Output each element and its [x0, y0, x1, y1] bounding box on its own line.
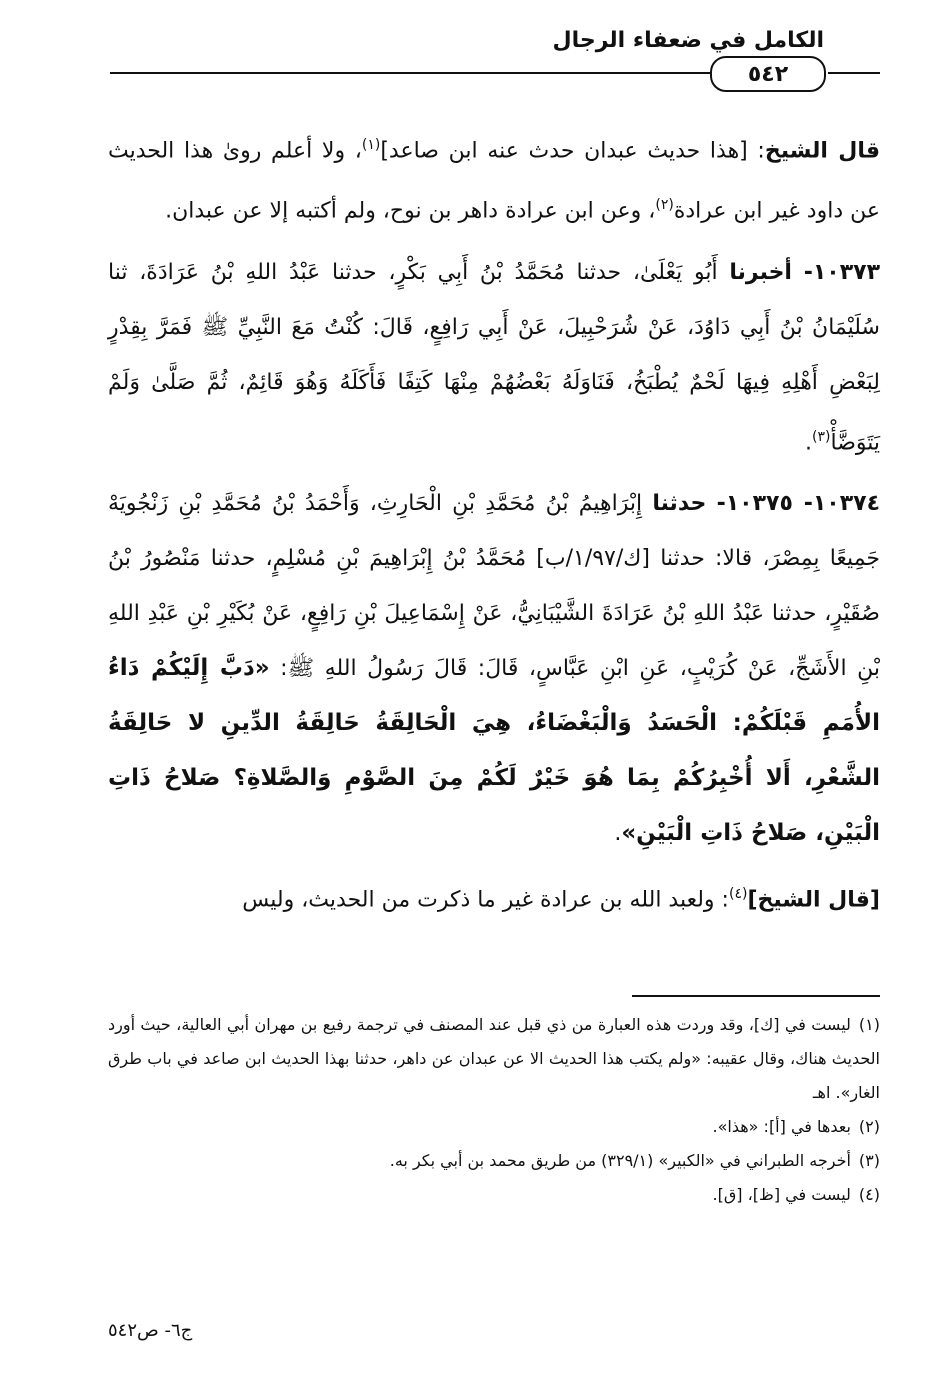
footnote-marker: (١) — [361, 137, 381, 153]
hadith-number: ١٠٣٧٣- — [803, 259, 880, 285]
footnote-item — [108, 1144, 880, 1178]
paragraph-text: ، ولا أعلم روىٰ هذا الحديث عن داود غير ابن عرادة — [108, 138, 880, 224]
paragraph-text: أَبُو يَعْلَىٰ، حدثنا مُحَمَّدُ بْنُ أَبِي بَكْرٍ، حدثنا عَبْدُ اللهِ بْنُ عَرَادَةَ، ثنا سُلَيْمَانُ بْنُ أَبِي دَاوُدَ، عَنْ شُرَحْبِيلَ، عَنْ أَبِي رَافِعٍ، قَالَ: كُنْتُ مَعَ النَّبِيِّ ﷺ فَمَرَّ بِقِدْرٍ لِبَعْضِ أَهْلِهِ فِيهَا لَحْمٌ يُطْبَخُ، فَنَاوَلَهُ بَعْضُهُمْ مِنْهَا كَتِفًا فَأَكَلَهُ وَهُوَ قَائِمٌ، ثُمَّ صَلَّىٰ وَلَمْ يَتَوَضَّأْ — [108, 259, 880, 455]
paragraph-text: : ولعبد الله بن عرادة غير ما ذكرت من الحديث، وليس — [242, 887, 729, 913]
footnote-text: أخرجه الطبراني في «الكبير» (٣٢٩/١) من طريق محمد بن أبي بكر به. — [389, 1151, 851, 1170]
paragraph-lead: حدثنا — [652, 490, 707, 516]
paragraph-lead: قال الشيخ — [764, 138, 880, 164]
footnote-item — [108, 1110, 880, 1144]
footnote-item — [108, 1008, 880, 1110]
paragraph-lead: أخبرنا — [729, 259, 792, 285]
hadith-quote: «دَبَّ إِلَيْكُمْ دَاءُ الأُمَمِ قَبْلَكُمْ: الْحَسَدُ وَالْبَغْضَاءُ، هِيَ الْحَالِقَةُ حَالِقَةُ الدِّينِ لا حَالِقَةُ الشَّعْرِ، أَلا أُخْبِرُكُمْ بِمَا هُوَ خَيْرٌ لَكُمْ مِنَ الصَّوْمِ وَالصَّلاةِ؟ صَلاحُ ذَاتِ الْبَيْنِ، صَلاحُ ذَاتِ الْبَيْنِ» — [108, 654, 880, 846]
paragraph-shaykh-note — [108, 867, 880, 927]
paragraph-text: : [هذا حديث عبدان حدث عنه ابن صاعد] — [380, 138, 765, 164]
page-number-badge: ٥٤٢ — [710, 56, 826, 92]
paragraph-text: إِبْرَاهِيمُ بْنُ مُحَمَّدِ بْنِ الْحَارِثِ، وَأَحْمَدُ بْنُ مُحَمَّدِ بْنِ زَنْجُويَهْ جَمِيعًا بِمِصْرَ، قالا: حدثنا [ك/١/٩٧/ب] مُحَمَّدُ بْنُ إِبْرَاهِيمَ بْنِ مُسْلِمٍ، حدثنا مَنْصُورُ بْنُ صُقَيْرٍ، حدثنا عَبْدُ اللهِ بْنُ عَرَادَةَ الشَّيْبَانِيُّ، عَنْ إِسْمَاعِيلَ بْنِ رَافِعٍ، عَنْ بُكَيْرِ بْنِ عَبْدِ اللهِ بْنِ الأَشَجِّ، عَنْ كُرَيْبٍ، عَنِ ابْنِ عَبَّاسٍ، قَالَ: قَالَ رَسُولُ اللهِ ﷺ: — [108, 490, 881, 681]
hadith-number: ١٠٣٧٤- ١٠٣٧٥- — [716, 490, 881, 516]
footnotes — [108, 1008, 880, 1212]
paragraph-shaykh-comment — [108, 118, 880, 239]
footnote-marker: (٢) — [655, 197, 674, 214]
footnote-marker: (٣) — [812, 428, 831, 445]
main-text — [108, 118, 880, 933]
header-rule — [110, 72, 710, 74]
paragraph-lead: [قال الشيخ] — [747, 887, 880, 913]
footnote-text: ليست في [ظ]، [ق]. — [712, 1185, 851, 1204]
footnote-number: (١) — [858, 1015, 880, 1034]
footnote-marker: (٤) — [728, 885, 748, 902]
footnote-text: بعدها في [أ]: «هذا». — [712, 1117, 851, 1136]
paragraph-end: . — [614, 820, 622, 846]
footnote-text: ليست في [ك]، وقد وردت هذه العبارة من ذي قبل عند المصنف في ترجمة رفيع بن مهران أبي العالية، حيث أورد الحديث هناك، وقال عقيبه: «ولم يكتب هذا الحديث الا عن عبدان عن داهر، حدثنا بهذا الحديث ابن صاعد في باب طرق الغار». اهـ — [108, 1015, 880, 1102]
paragraph-text: ، وعن ابن عرادة داهر بن نوح، ولم أكتبه إلا عن عبدان. — [165, 198, 656, 224]
footnote-item — [108, 1178, 880, 1212]
footnote-number: (٢) — [858, 1117, 880, 1136]
hadith-10374-10375 — [108, 476, 880, 861]
running-head-title: الكامل في ضعفاء الرجال — [552, 28, 824, 53]
hadith-10373 — [108, 245, 880, 470]
paragraph-end: . — [805, 429, 813, 455]
header-rule-right — [828, 72, 880, 74]
footnote-separator — [632, 995, 880, 997]
page-footer-reference: ج٦- ص٥٤٢ — [108, 1320, 193, 1341]
footnote-number: (٣) — [858, 1151, 880, 1170]
footnote-number: (٤) — [858, 1185, 880, 1204]
